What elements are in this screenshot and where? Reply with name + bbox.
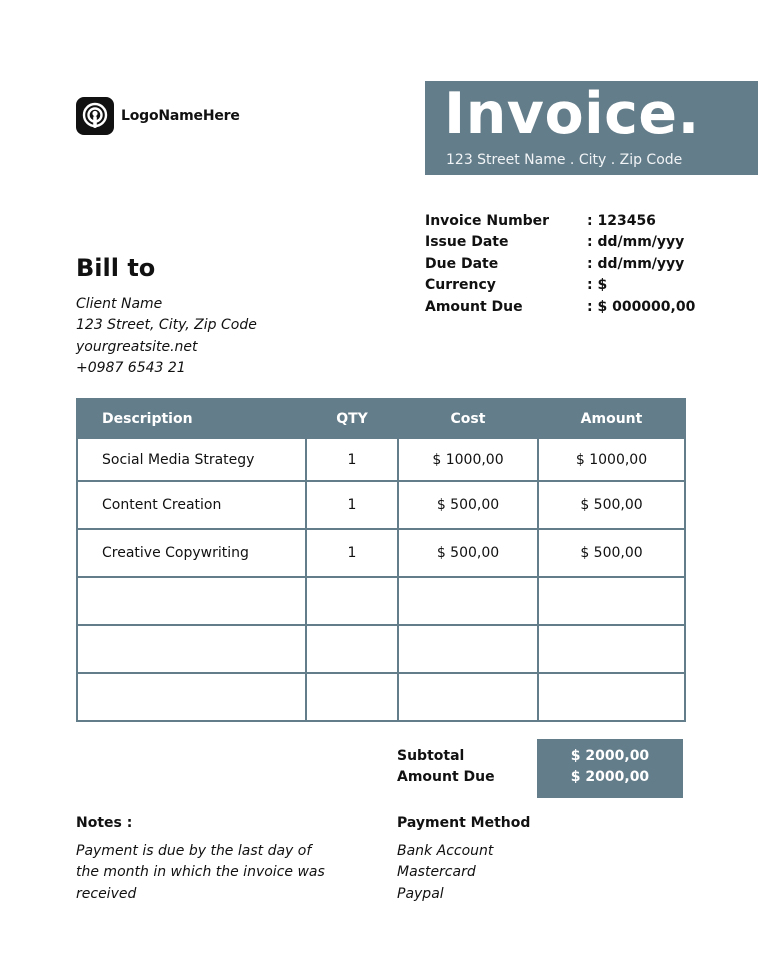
meta-row-amount-due: [425, 297, 725, 318]
logo: [76, 97, 240, 135]
payment-method-heading: Payment Method: [397, 815, 531, 831]
cell-description: [77, 673, 306, 721]
podcast-icon: [76, 97, 114, 135]
cell-cost: $ 1000,00: [398, 438, 538, 481]
cell-qty: 1: [306, 481, 398, 529]
column-header-description: Description: [77, 399, 306, 438]
payment-methods-list: [397, 841, 493, 905]
cell-amount: $ 500,00: [538, 529, 685, 577]
cell-qty: 1: [306, 529, 398, 577]
table-header-row: [77, 399, 685, 438]
meta-label: Amount Due: [425, 298, 523, 315]
cell-description: Content Creation: [77, 481, 306, 529]
cell-description: Creative Copywriting: [77, 529, 306, 577]
meta-label: Invoice Number: [425, 213, 550, 229]
meta-row-due-date: [425, 254, 725, 275]
payment-method-item: Paypal: [397, 885, 444, 902]
bill-to-details: [76, 294, 257, 380]
meta-row-invoice-number: [425, 211, 725, 232]
cell-amount: $ 1000,00: [538, 438, 685, 481]
items-table: [76, 398, 686, 722]
table-row: [77, 529, 685, 577]
payment-method-item: Mastercard: [397, 864, 476, 881]
cell-qty: [306, 625, 398, 673]
cell-cost: $ 500,00: [398, 529, 538, 577]
cell-qty: [306, 577, 398, 625]
cell-cost: [398, 625, 538, 673]
client-phone: +0987 6543 21: [76, 360, 186, 377]
meta-row-issue-date: [425, 232, 725, 253]
cell-amount: [538, 673, 685, 721]
invoice-header-band: [425, 81, 758, 175]
cell-qty: 1: [306, 438, 398, 481]
cell-amount: $ 500,00: [538, 481, 685, 529]
meta-value: : 123456: [587, 213, 656, 229]
table-row-empty: [77, 673, 685, 721]
cell-qty: [306, 673, 398, 721]
amount-due-label: Amount Due: [397, 769, 495, 786]
meta-row-currency: [425, 275, 725, 296]
invoice-title: Invoice.: [444, 81, 700, 147]
column-header-qty: QTY: [306, 399, 398, 438]
invoice-meta: [425, 211, 725, 318]
meta-value: : $ 000000,00: [587, 298, 696, 315]
meta-value: : dd/mm/yyy: [587, 234, 685, 251]
meta-label: Issue Date: [425, 234, 509, 251]
meta-value: : dd/mm/yyy: [587, 255, 685, 272]
cell-amount: [538, 577, 685, 625]
logo-name: LogoNameHere: [121, 108, 240, 124]
table-row-empty: [77, 625, 685, 673]
cell-cost: $ 500,00: [398, 481, 538, 529]
cell-amount: [538, 625, 685, 673]
cell-description: [77, 625, 306, 673]
column-header-cost: Cost: [398, 399, 538, 438]
meta-value: : $: [587, 277, 608, 294]
cell-description: Social Media Strategy: [77, 438, 306, 481]
column-header-amount: Amount: [538, 399, 685, 438]
table-row: [77, 481, 685, 529]
subtotal-label: Subtotal: [397, 748, 465, 764]
table-row: [77, 438, 685, 481]
cell-cost: [398, 673, 538, 721]
client-name: Client Name: [76, 296, 163, 312]
bill-to-heading: Bill to: [76, 254, 156, 282]
cell-description: [77, 577, 306, 625]
company-address: 123 Street Name . City . Zip Code: [446, 152, 683, 168]
payment-method-item: Bank Account: [397, 843, 494, 859]
totals-labels: [397, 746, 495, 789]
client-website: yourgreatsite.net: [76, 338, 198, 355]
meta-label: Currency: [425, 277, 496, 294]
table-row-empty: [77, 577, 685, 625]
notes-text: Payment is due by the last day of the month in which the invoice was received: [76, 843, 325, 902]
totals-box: [537, 739, 683, 798]
client-address: 123 Street, City, Zip Code: [76, 317, 257, 334]
subtotal-value: $ 2000,00: [570, 748, 650, 764]
cell-cost: [398, 577, 538, 625]
notes-heading: Notes :: [76, 815, 133, 831]
meta-label: Due Date: [425, 255, 499, 272]
amount-due-value: $ 2000,00: [570, 769, 650, 786]
